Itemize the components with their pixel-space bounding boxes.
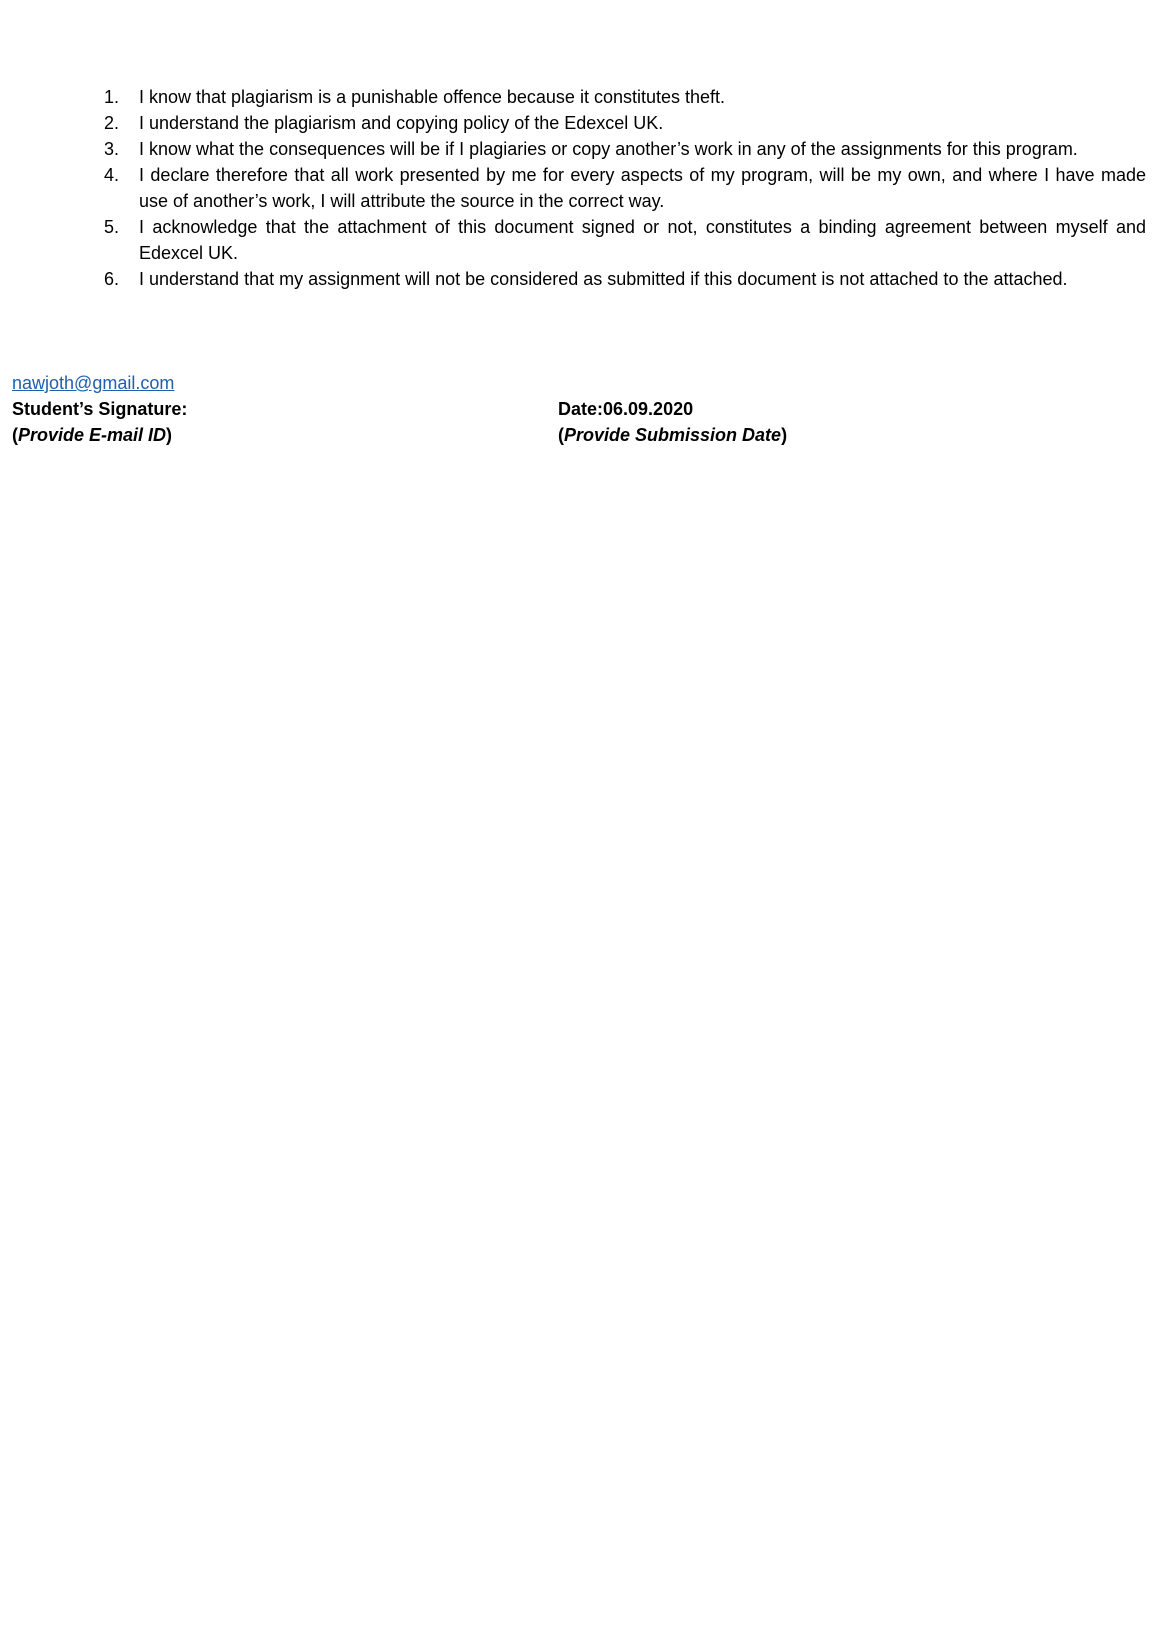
date-label: Date: (558, 399, 604, 419)
declaration-list (100, 84, 1146, 292)
date-hint-open: ( (558, 425, 564, 445)
declaration-number: 6. (104, 269, 120, 289)
declaration-text: I declare therefore that all work presented by me for every aspects of my program, will be my own, and where I have made use of another’s work, I will attribute the source in the correct way. (139, 165, 1146, 211)
signature-row (12, 396, 1112, 422)
date-hint (558, 422, 787, 448)
declaration-number: 1. (104, 87, 120, 107)
email-row (12, 370, 1112, 396)
declaration-number: 4. (104, 165, 120, 185)
declaration-item-4 (100, 162, 1146, 214)
declaration-number: 5. (104, 217, 120, 237)
declaration-item-2 (100, 110, 1146, 136)
email-hint-close: ) (166, 425, 173, 445)
declaration-text: I acknowledge that the attachment of this document signed or not, constitutes a binding agreement between myself and Edexcel UK. (139, 217, 1146, 263)
hint-row (12, 422, 1112, 448)
signature-block (12, 370, 1112, 448)
declaration-item-6 (100, 266, 1146, 292)
email-hint-text: Provide E-mail ID (18, 425, 167, 445)
email-hint-open: ( (12, 425, 18, 445)
date-value: 06.09.2020 (603, 399, 694, 419)
declaration-number: 3. (104, 139, 120, 159)
email-link[interactable]: nawjoth@gmail.com (12, 373, 175, 393)
student-signature-label: Student’s Signature: (12, 399, 188, 419)
email-hint (12, 422, 172, 448)
declaration-item-5 (100, 214, 1146, 266)
declaration-text: I know that plagiarism is a punishable offence because it constitutes theft. (139, 87, 726, 107)
date-hint-close: ) (781, 425, 788, 445)
declaration-text: I understand that my assignment will not be considered as submitted if this document is not attached to the attached. (139, 269, 1068, 289)
declaration-text: I understand the plagiarism and copying policy of the Edexcel UK. (139, 113, 664, 133)
declaration-item-3 (100, 136, 1146, 162)
declaration-text: I know what the consequences will be if I plagiaries or copy another’s work in any of the assignments for this program. (139, 139, 1078, 159)
declaration-number: 2. (104, 113, 120, 133)
declaration-item-1 (100, 84, 1146, 110)
date-field (558, 396, 693, 422)
date-hint-text: Provide Submission Date (564, 425, 782, 445)
